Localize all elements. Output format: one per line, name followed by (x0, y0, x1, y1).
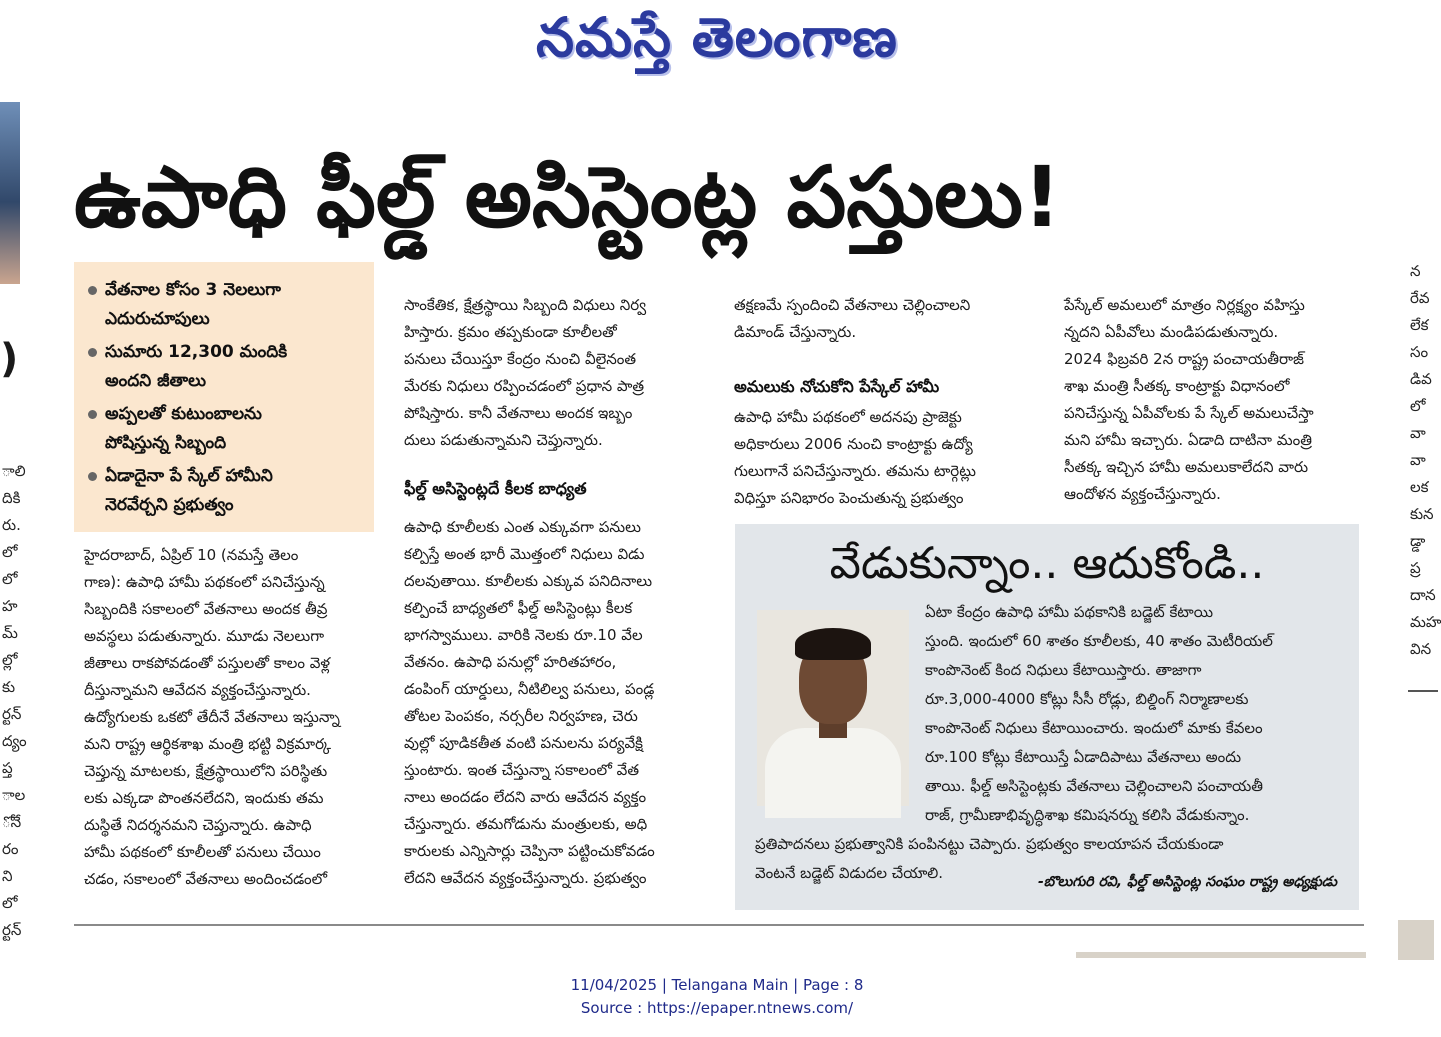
highlight-item: ఏడాదైనా పే స్కేల్ హామీని నెరవేర్చని ప్రభుత్వం (88, 462, 368, 520)
text-fragment: ాల (2, 786, 26, 804)
article-line: దీస్తున్నామని ఆవేదన వ్యక్తంచేస్తున్నారు. (84, 681, 311, 699)
left-neighbor-column (0, 100, 26, 960)
left-photo-fragment (0, 102, 20, 284)
person-photo (757, 610, 909, 806)
article-line: గులుగానే పనిచేస్తున్నారు. తమను టార్గెట్లు (734, 462, 976, 480)
article-line: విధిస్తూ పనిభారం పెంచుతున్న ప్రభుత్వం (734, 489, 964, 507)
article-line: ఉద్యోగులకు ఒకటో తేదీనే వేతనాలు ఇస్తున్నా (84, 708, 340, 726)
article-line: ఆందోళన వ్యక్తంచేస్తున్నారు. (1064, 485, 1221, 503)
article-line: చెప్తున్న మాటలకు, క్షేత్రస్థాయిలోని పరిస్థితు (84, 762, 328, 780)
quote-line: వెంటనే బడ్జెట్ విడుదల చేయాలి. (755, 864, 944, 882)
text-fragment: ోనే (2, 813, 22, 831)
text-fragment: ర్టన్ (2, 705, 22, 723)
quote-box-title: వేడుకున్నాం.. ఆదుకోండి.. (829, 538, 1265, 589)
text-fragment: డ్డా (1410, 532, 1426, 550)
article-line: పేస్కేల్ అమలులో మాత్రం నిర్లక్ష్యం వహిస్తు (1064, 296, 1305, 314)
article-line: లకు ఎక్కడా పొంతనలేదని, ఇందుకు తమ (84, 789, 324, 807)
text-fragment: లో (2, 543, 18, 561)
article-line: కల్పించే బాధ్యతలో ఫీల్డ్ అసిస్టెంట్లు కీలక (404, 599, 633, 617)
text-fragment: ని (2, 867, 13, 885)
article-line: కల్పిస్తే అంత భారీ మొత్తంలో నిధులు విడు (404, 545, 645, 563)
article-line: శాఖ మంత్రి సీతక్క కాంట్రాక్టు విధానంలో (1064, 377, 1290, 395)
quote-line: రూ.3,000-4000 కోట్లు సీసీ రోడ్లు, బిల్డింగ్ నిర్మాణాలకు (925, 690, 1249, 708)
subheading-field-assistants: ఫీల్డ్ అసిస్టెంట్లదే కీలక బాధ్యత (404, 479, 587, 498)
article-line: డిమాండ్ చేస్తున్నారు. (734, 323, 857, 341)
text-fragment: మహ (1410, 613, 1441, 631)
text-fragment: దాన (1410, 586, 1436, 604)
quote-line: కాంపొనెంట్ కింద నిధులు కేటాయిస్తారు. తాజాగా (925, 661, 1202, 679)
article-line: 2024 ఫిబ్రవరి 2న రాష్ట్ర పంచాయతీరాజ్ (1064, 350, 1305, 368)
article-line: ఉపాధి కూలీలకు ఎంత ఎక్కువగా పనులు (404, 518, 641, 536)
bullet-icon (88, 472, 97, 481)
article-line: తక్షణమే స్పందించి వేతనాలు చెల్లించాలని (734, 296, 971, 314)
quote-line: తాయి. ఫీల్డ్ అసిస్టెంట్లకు వేతనాలు చెల్లించాలని పంచాయతీ (925, 777, 1264, 795)
masthead (0, 0, 1434, 78)
text-fragment: వా (1410, 451, 1426, 469)
right-neighbor-column (1398, 100, 1441, 960)
right-divider (1408, 690, 1438, 692)
text-fragment: లో (2, 570, 18, 588)
article-column-2-top (404, 292, 706, 454)
quote-line: ఏటా కేంద్రం ఉపాధి హామీ పథకానికి బడ్జెట్ కేటాయి (925, 603, 1213, 621)
highlights-box (74, 262, 374, 532)
article-line: మని హామీ ఇచ్చారు. ఏడాది దాటినా మంత్రి (1064, 431, 1312, 449)
article-column-3-bottom (734, 404, 1036, 512)
bullet-icon (88, 286, 97, 295)
next-article-fragment (1076, 952, 1366, 958)
article-line: మని రాష్ట్ర ఆర్థికశాఖ మంత్రి భట్టి విక్రమార్క (84, 735, 332, 753)
article-line: న్నదని ఏపీవోలు మండిపడుతున్నారు. (1064, 323, 1279, 341)
article-line: పనులు చేయిస్తూ కేంద్రం నుంచి వీలైనంత (404, 350, 637, 368)
text-fragment: విన (1410, 640, 1432, 658)
article-line: దుస్థితే నిదర్శనమని చెప్తున్నారు. ఉపాధి (84, 816, 312, 834)
text-fragment: ద్యం (2, 732, 27, 750)
text-fragment: రేవ (1410, 289, 1430, 307)
article-line: సిబ్బందికి సకాలంలో వేతనాలు అందక తీవ్ర (84, 600, 328, 618)
text-fragment: మ్ (2, 624, 18, 642)
text-fragment: లక (1410, 478, 1429, 496)
article-line: డంపింగ్ యార్డులు, నీటిలిల్వ పనులు, పండ్ల (404, 680, 655, 698)
article-line: లేదని ఆవేదన వ్యక్తంచేస్తున్నారు. ప్రభుత్వం (404, 869, 647, 887)
quote-line: కాంపొనెంట్ నిధులు కేటాయించారు. ఇందులో మాకు కేవలం (925, 719, 1263, 737)
quote-text-right (925, 598, 1341, 830)
bullet-icon (88, 410, 97, 419)
text-fragment: కున (1410, 505, 1434, 523)
text-fragment: హ (2, 597, 18, 615)
article-line: చడం, సకాలంలో వేతనాలు అందించడంలో (84, 870, 328, 888)
quote-line: రూ.100 కోట్లు కేటాయిస్తే ఏడాదిపాటు వేతనాలు అందు (925, 748, 1242, 766)
article-line: భాగస్వాములు. వారికి నెలకు రూ.10 వేల (404, 626, 643, 644)
highlight-item: అప్పలతో కుటుంబాలను పోషిస్తున్న సిబ్బంది (88, 400, 368, 458)
text-fragment: వా (1410, 424, 1426, 442)
quote-signature: -బొలుగురి రవి, ఫీల్డ్ అసిస్టెంట్ల సంఘం రాష్ట్ర అధ్యక్షుడు (1037, 874, 1337, 890)
article-line: వేతనం. ఉపాధి పనుల్లో హరితహారం, (404, 653, 617, 671)
text-fragment: డివ (1410, 370, 1432, 388)
article-column-2-bottom (404, 514, 706, 892)
article-line: హామీ పథకంలో కూలీలతో పనులు చేయిం (84, 843, 321, 861)
quote-line: ప్రతిపాదనలు ప్రభుత్వానికి పంపినట్టు చెప్పారు. ప్రభుత్వం కాలయాపన చేయకుండా (755, 835, 1224, 853)
article-headline: ఉపాధి ఫీల్డ్ అసిస్టెంట్ల పస్తులు! (74, 148, 1062, 246)
bullet-icon (88, 348, 97, 357)
text-fragment: ల్లో (2, 651, 18, 669)
text-fragment: లేక (1410, 316, 1429, 334)
article-line: పనిచేస్తున్న ఏపీవోలకు పే స్కేల్ అమలుచేస్తా (1064, 404, 1314, 422)
article-line: హిస్తారు. క్రమం తప్పకుండా కూలీలతో (404, 323, 617, 341)
article-line: నాలు అందడం లేదని వారు ఆవేదన వ్యక్తం (404, 788, 647, 806)
quote-line: రాజ్, గ్రామీణాభివృద్ధిశాఖ కమిషనర్ను కలిసి వేడుకున్నాం. (925, 806, 1250, 824)
text-fragment: కు (2, 678, 16, 696)
text-fragment: రు. (2, 516, 21, 534)
article-line: అవస్థలు పడుతున్నారు. మూడు నెలలుగా (84, 627, 325, 645)
text-fragment: లో (1410, 397, 1426, 415)
text-fragment: సం (1410, 343, 1429, 361)
quote-box (735, 524, 1359, 910)
article-line: తోటల పెంపకం, నర్సరీల నిర్వహణ, చెరు (404, 707, 638, 725)
article-line: సీతక్క ఇచ్చిన హామీ అమలుకాలేదని వారు (1064, 458, 1309, 476)
text-fragment: లో (2, 894, 18, 912)
article-line: సాంకేతిక, క్షేత్రస్థాయి సిబ్బంది విధులు నిర్వ (404, 296, 647, 314)
text-fragment: ాలి (2, 462, 26, 480)
subheading-payscale: అమలుకు నోచుకోని పేస్కేల్ హామీ (734, 377, 940, 396)
bottom-divider (74, 924, 1364, 926)
article-line: కారులకు ఎన్నిసార్లు చెప్పినా పట్టించుకోవడం (404, 842, 655, 860)
left-heading-fragment: ) (0, 336, 19, 382)
article-column-1 (84, 542, 376, 893)
article-column-4 (1064, 292, 1366, 508)
article-column-3-top (734, 292, 1036, 346)
highlight-item: వేతనాల కోసం 3 నెలలుగా ఎదురుచూపులు (88, 276, 368, 334)
article-line: దలవుతాయి. కూలీలకు ఎక్కువ పనిదినాలు (404, 572, 653, 590)
article-line: ఉపాధి హామీ పథకంలో అదనపు ప్రాజెక్టు (734, 408, 962, 426)
article-line: అధికారులు 2006 నుంచి కాంట్రాక్టు ఉద్యో (734, 435, 973, 453)
article-line: పోషిస్తారు. కానీ వేతనాలు అందక ఇబ్బం (404, 404, 633, 422)
article-line: జీతాలు రాకపోవడంతో పస్తులతో కాలం వెళ్ల (84, 654, 331, 672)
article-line: దులు పడుతున్నామని చెప్తున్నారు. (404, 431, 603, 449)
page-footer (0, 974, 1434, 1020)
text-fragment: న (1410, 262, 1421, 280)
quote-line: స్తుంది. ఇందులో 60 శాతం కూలీలకు, 40 శాతం మెటీరియల్ (925, 632, 1273, 650)
text-fragment: ప్ర (1410, 559, 1421, 577)
article-line: స్తుంటారు. ఇంత చేస్తున్నా సకాలంలో వేత (404, 761, 639, 779)
footer-date-page: 11/04/2025 | Telangana Main | Page : 8 (570, 976, 864, 994)
article-line: వుల్లో పూడికతీత వంటి పనులను పర్యవేక్షి (404, 734, 643, 752)
text-fragment: రం (2, 840, 19, 858)
text-fragment: దికి (2, 489, 21, 507)
article-line: హైదరాబాద్, ఏప్రిల్ 10 (నమస్తే తెలం (84, 546, 299, 564)
footer-source: Source : https://epaper.ntnews.com/ (580, 999, 854, 1017)
article-line: గాణ): ఉపాధి హామీ పథకంలో పనిచేస్తున్న (84, 573, 325, 591)
text-fragment: ప్త (2, 759, 13, 777)
article-line: చేస్తున్నారు. తమగోడును మంత్రులకు, అధి (404, 815, 648, 833)
highlight-item: సుమారు 12,300 మందికి అందని జీతాలు (88, 338, 368, 396)
text-fragment: ర్టన్ (2, 921, 22, 939)
right-photo-fragment (1398, 920, 1434, 960)
article-line: మేరకు నిధులు రప్పించడంలో ప్రధాన పాత్ర (404, 377, 645, 395)
newspaper-title: నమస్తే తెలంగాణ (536, 6, 898, 69)
